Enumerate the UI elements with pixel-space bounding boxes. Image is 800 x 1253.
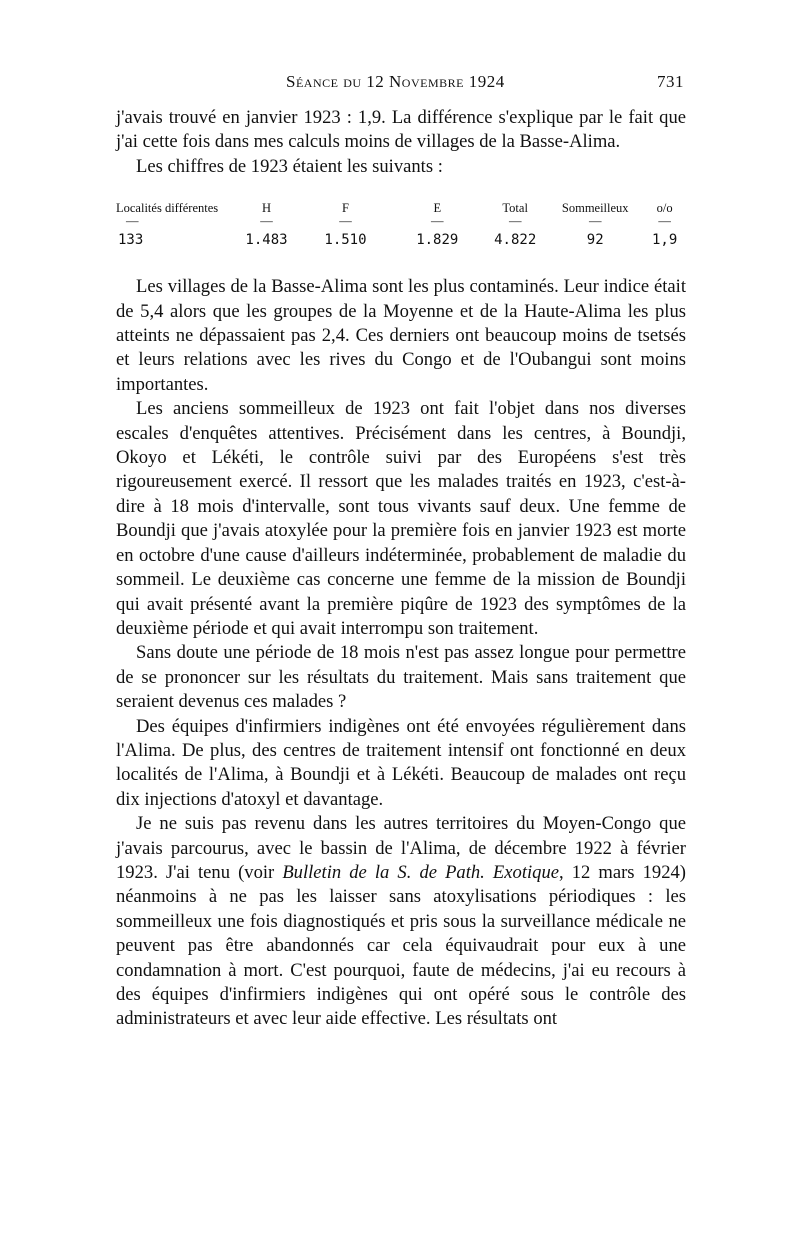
paragraph-continuation: j'avais trouvé en janvier 1923 : 1,9. La différence s'explique par le fait que j'ai cette fois dans mes calculs moins de villages de la Basse-Alima. bbox=[116, 107, 686, 153]
paragraph-nurse-teams: Des équipes d'infirmiers indigènes ont été envoyées régulièrement dans l'Alima. De plus, des centres de traitement intensif ont fonctionné en deux localités de l'Alima, à Boundji et à Lékéti. Beaucoup de malades ont reçu dix injections d'atoxyl et davantage. bbox=[116, 715, 686, 810]
paragraph-other-territories bbox=[116, 812, 686, 1032]
journal-citation: Bulletin de la S. de Path. Exotique bbox=[282, 861, 559, 883]
page-number: 731 bbox=[657, 72, 684, 91]
column-header: Total bbox=[502, 201, 528, 216]
dash: — bbox=[658, 214, 671, 229]
table-cell: 1.829 bbox=[416, 232, 459, 249]
table-cell: 4.822 bbox=[494, 232, 537, 249]
book-page bbox=[116, 70, 686, 1032]
header-title: Séance du 12 Novembre 1924 bbox=[286, 72, 505, 91]
column-header: o/o bbox=[656, 201, 673, 216]
column-header: E bbox=[433, 201, 442, 216]
table-cell: 1.510 bbox=[324, 232, 367, 249]
column-header: H bbox=[261, 201, 271, 216]
dash: — bbox=[260, 214, 273, 229]
column-header: Localités différentes bbox=[116, 201, 219, 216]
paragraph-villages: Les villages de la Basse-Alima sont les plus contaminés. Leur indice était de 5,4 alors que les groupes de la Moyenne et de la Haute-Alima les plus atteints ne dépassaient pas 2,4. Ces derniers ont beaucoup moins de tsetsés et leurs relations avec les rives du Congo et de l'Oubangui sont moins importantes. bbox=[116, 276, 686, 395]
paragraph-table-intro: Les chiffres de 1923 étaient les suivants : bbox=[136, 155, 443, 177]
table-cell: 1,9 bbox=[651, 232, 678, 249]
table-dash-row bbox=[116, 216, 686, 226]
column-header: F bbox=[342, 201, 349, 216]
table-cell: 92 bbox=[586, 232, 604, 249]
paragraph-text: , 12 mars 1924) néanmoins à ne pas les laisser sans atoxylisations périodiques : les sommeilleux une fois diagnostiqués et pris sous la surveillance médicale ne peuvent pas être abandonnés car cela équivaudrait pour eux à une condamnation à mort. C'est pourquoi, faute de médecins, j'ai eu recours à des équipes d'infirmiers indigènes qui ont opéré sous le contrôle des administrateurs et avec leur aide effective. Les résultats ont bbox=[116, 861, 686, 1030]
dash: — bbox=[339, 214, 352, 229]
dash: — bbox=[588, 214, 602, 229]
dash: — bbox=[126, 214, 139, 229]
table-cell: 133 bbox=[118, 232, 144, 249]
running-header bbox=[116, 70, 686, 104]
paragraph-treatment-period: Sans doute une période de 18 mois n'est pas assez longue pour permettre de se prononcer sur les résultats du traitement. Mais sans traitement que seraient devenus ces malades ? bbox=[116, 642, 686, 713]
statistics-table bbox=[116, 201, 686, 249]
dash: — bbox=[508, 214, 522, 229]
table-cell: 1.483 bbox=[245, 232, 288, 249]
column-header: Sommeilleux bbox=[561, 201, 629, 216]
paragraph-former-patients: Les anciens sommeilleux de 1923 ont fait l'objet dans nos diverses escales d'enquêtes attentives. Précisément dans les centres, à Boundji, Okoyo et Lékéti, le contrôle suivi par des Européens s'est très rigoureusement exercé. Il ressort que les malades traités en 1923, c'est-à-dire à 18 mois d'intervalle, sont tous vivants sauf deux. Une femme de Boundji que j'avais atoxylée pour la première fois en janvier 1923 est morte en octobre d'une cause d'ailleurs indéterminée, probablement de maladie du sommeil. Le deuxième cas concerne une femme de la mission de Boundji qui avait présenté avant la première piqûre de 1923 des symptômes de la deuxième période et qui avait interrompu son traitement. bbox=[116, 398, 686, 639]
dash: — bbox=[431, 214, 444, 229]
table-row bbox=[116, 226, 686, 249]
paragraph-text: Je ne suis pas revenu dans les autres territoires du Moyen-Congo que j'avais parcourus, avec le bassin de l'Alima, de décembre 1922 à février 1923. J'ai tenu (voir bbox=[116, 813, 686, 883]
